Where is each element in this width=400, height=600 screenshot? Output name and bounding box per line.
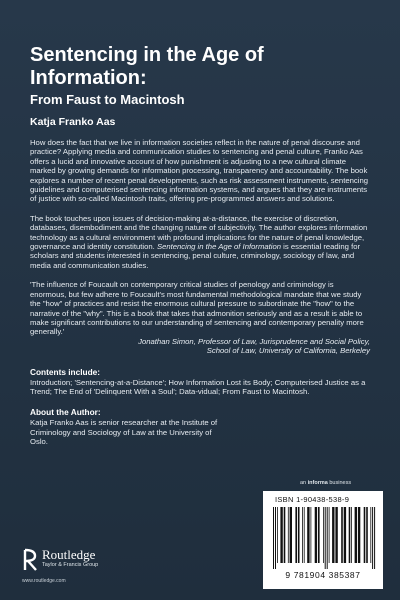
publisher-url: www.routledge.com — [22, 578, 66, 584]
isbn-label: ISBN 1-90438-538-9 — [275, 495, 350, 504]
contents-text: Introduction; 'Sentencing-at-a-Distance'; How Information Lost its Body; Computerised Justice as a Trend; The End of 'Delinquent With a Soul'; Data-vidual; From Faust to Macintosh. — [30, 377, 366, 396]
description-paragraph-2 — [30, 214, 370, 270]
informa-business-note: an informa business — [300, 480, 352, 486]
contents-heading: Contents include: — [30, 366, 101, 377]
endorsement-attribution-line-1: Jonathan Simon, Professor of Law, Jurisprudence and Social Policy, — [138, 336, 370, 346]
endorsement-quote: 'The influence of Foucault on contemporary critical studies of penology and criminology is enormous, but few adhere to Foucault's most fundamental methodological mandate that we study the "how" of practices and resist the enormous cultural pressure to subordinate the "how" to the narrative of the "why". This is a book that takes that admonition seriously and as a result is able to make significant contributions to our understanding of sentencing and contemporary penality more generally.' — [30, 280, 364, 337]
about-author-text: Katja Franko Aas is senior researcher at the Institute of Criminology and Sociology of Law at the University of Oslo. — [30, 418, 218, 447]
barcode-number: 9 781904 385387 — [285, 570, 361, 580]
publisher-name: Routledge — [42, 547, 96, 562]
publisher-group: Taylor & Francis Group — [42, 562, 99, 568]
description-paragraph-1: How does the fact that we live in information societies reflect in the nature of penal discourse and practice? Applying media and communication studies to sentencing and penal culture, Franko Aas offers a lucid and innovative account of how punishment is adjusting to a new cultural climate marked by growing demands for information processing, transparency and accountability. The book explores a number of recent penal developments, such as risk assessment instruments, sentencing guidelines and computerised sentencing information systems, and argues that they are instruments of justice with so-called Macintosh traits, offering pre-programmed answers and solutions. — [30, 138, 368, 204]
description-paragraph-2-italic: Sentencing in the Age of Information — [156, 242, 282, 252]
routledge-logo-icon — [22, 548, 38, 572]
publisher-logo — [22, 548, 98, 572]
about-author-heading: About the Author: — [30, 407, 101, 418]
book-subtitle: From Faust to Macintosh — [30, 92, 185, 107]
book-title: Sentencing in the Age of Information: — [30, 44, 264, 89]
book-author: Katja Franko Aas — [30, 116, 116, 128]
description-paragraph-2-end: is essential reading for scholars and students interested in sentencing, penal culture, criminology, sociology of law, and media and communication studies. — [30, 242, 361, 270]
description-paragraph-2-start: The book touches upon issues of decision-making at-a-distance, the exercise of discretion, databases, disembodiment and the changing nature of subjectivity. The author explores information technology as a cultural environment with profound implications for the nature of penal knowledge, governance and identity constitution. — [30, 213, 368, 252]
endorsement-attribution-line-2: School of Law, University of California, Berkeley — [206, 346, 370, 356]
isbn-barcode-block — [263, 491, 383, 589]
barcode-image — [269, 507, 377, 569]
